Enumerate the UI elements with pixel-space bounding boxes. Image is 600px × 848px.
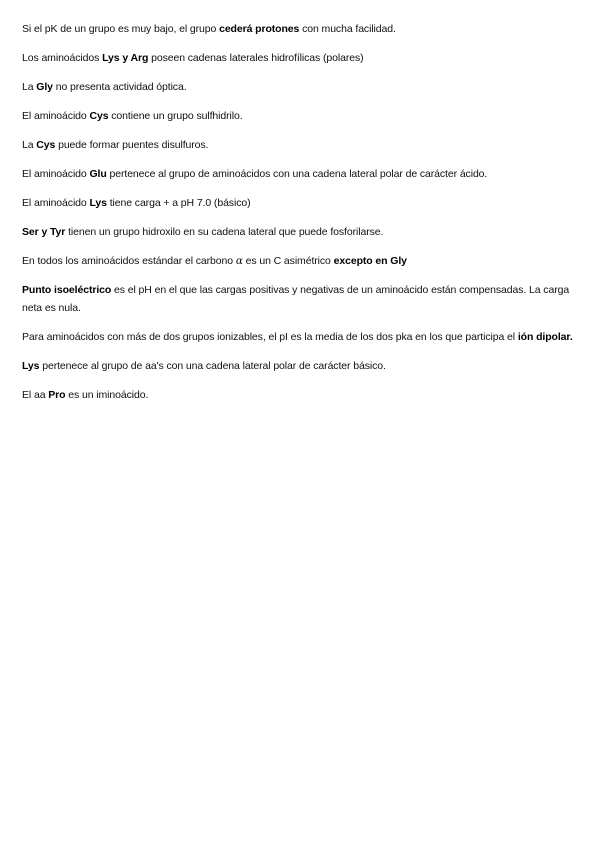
paragraph: [22, 20, 578, 38]
text-run: no presenta actividad óptica.: [52, 81, 187, 93]
bold-term: Pro: [48, 389, 66, 401]
text-run: es el pH en el que las cargas positivas y negativas de un aminoácido están compensadas. La carga neta es nula.: [22, 284, 570, 314]
bold-term: Cys: [36, 139, 56, 151]
text-run: con mucha facilidad.: [299, 23, 396, 35]
text-run: es un iminoácido.: [65, 389, 149, 401]
text-run: tiene carga + a pH 7.0 (básico): [106, 197, 251, 209]
text-run: El aa: [22, 389, 49, 401]
paragraph: [22, 165, 578, 183]
text-run: es un C asimétrico: [242, 255, 334, 267]
text-run: La: [22, 139, 37, 151]
text-run: Si el pK de un grupo es muy bajo, el grupo: [22, 23, 220, 35]
paragraph: [22, 281, 578, 317]
bold-term: Gly: [36, 81, 53, 93]
bold-term: Lys: [89, 197, 107, 209]
bold-term: Ser y Tyr: [22, 226, 66, 238]
text-run: En todos los aminoácidos estándar el carbono: [22, 255, 236, 267]
text-run: pertenece al grupo de aminoácidos con una cadena lateral polar de carácter ácido.: [106, 168, 488, 180]
paragraph: [22, 223, 578, 241]
text-run: poseen cadenas laterales hidrofílicas (polares): [148, 52, 364, 64]
text-run: tienen un grupo hidroxilo en su cadena lateral que puede fosforilarse.: [65, 226, 384, 238]
paragraph: [22, 357, 578, 375]
paragraph: [22, 252, 578, 270]
bold-term: Lys: [22, 360, 40, 372]
text-run: Los aminoácidos: [22, 52, 103, 64]
bold-term: Lys y Arg: [102, 52, 149, 64]
text-run: El aminoácido: [22, 197, 90, 209]
bold-term: Cys: [89, 110, 109, 122]
text-run: puede formar puentes disulfuros.: [55, 139, 209, 151]
text-run: La: [22, 81, 37, 93]
paragraph: [22, 136, 578, 154]
paragraph: [22, 194, 578, 212]
bold-term: Punto isoeléctrico: [22, 284, 112, 296]
text-run: contiene un grupo sulfhidrilo.: [108, 110, 243, 122]
bold-term: Glu: [89, 168, 107, 180]
paragraph: [22, 386, 578, 404]
paragraph: [22, 328, 578, 346]
paragraph: [22, 107, 578, 125]
bold-term: excepto en Gly: [333, 255, 407, 267]
document-content: [22, 20, 578, 415]
text-run: El aminoácido: [22, 168, 90, 180]
text-run: El aminoácido: [22, 110, 90, 122]
text-run: Para aminoácidos con más de dos grupos ionizables, el pI es la media de los dos pka en los que participa el: [22, 331, 518, 343]
paragraph: [22, 78, 578, 96]
paragraph: [22, 49, 578, 67]
text-run: pertenece al grupo de aa's con una cadena lateral polar de carácter básico.: [39, 360, 386, 372]
bold-term: ión dipolar.: [517, 331, 573, 343]
bold-term: cederá protones: [219, 23, 300, 35]
math-symbol: α: [235, 255, 243, 267]
